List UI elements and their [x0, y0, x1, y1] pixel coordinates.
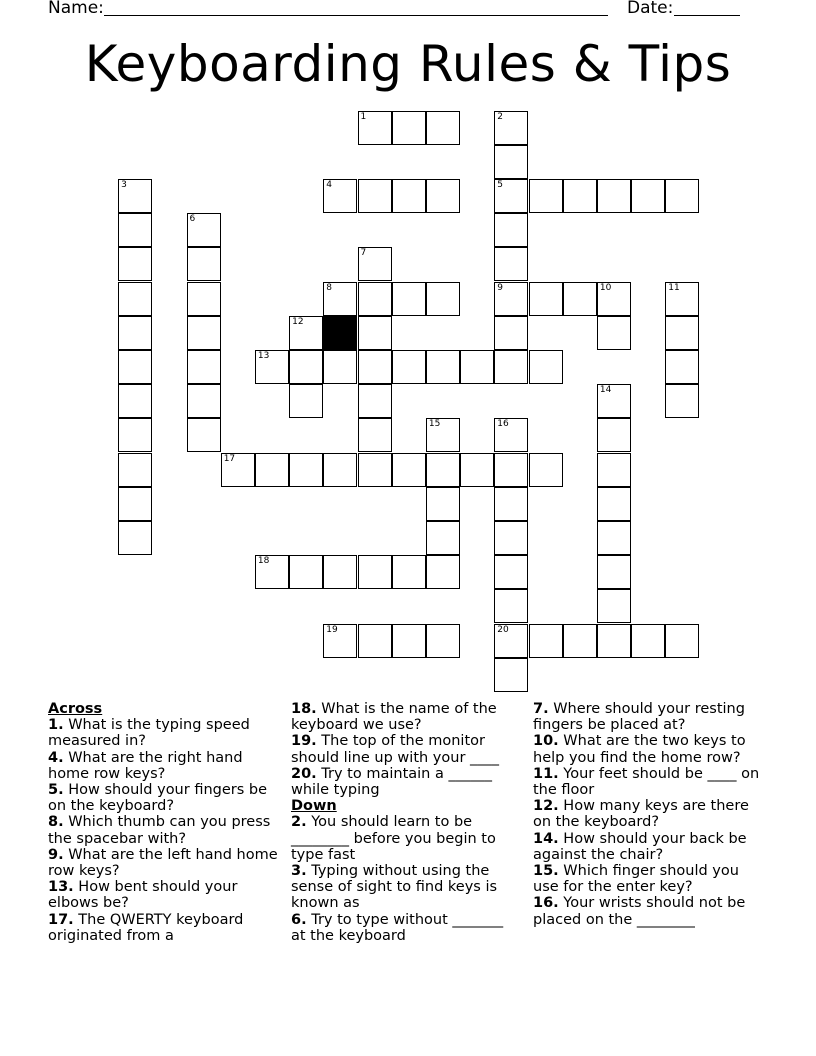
clue-item — [48, 782, 280, 814]
clue-number-label: 2. — [291, 814, 307, 831]
clue-item — [291, 912, 521, 944]
grid-cell[interactable] — [494, 350, 528, 384]
grid-cell[interactable] — [597, 282, 631, 316]
date-label: Date: — [627, 0, 679, 18]
grid-cell[interactable] — [494, 213, 528, 247]
clue-number-label: 20. — [291, 765, 317, 782]
grid-cell[interactable] — [426, 555, 460, 589]
clue-number: 1 — [360, 111, 367, 122]
grid-cell[interactable] — [494, 145, 528, 179]
clue-item — [533, 831, 765, 863]
down-heading: Down — [291, 798, 337, 815]
clue-text: How should your back be against the chair? — [533, 830, 747, 863]
grid-cell[interactable] — [563, 179, 597, 213]
clue-number-label: 16. — [533, 895, 559, 912]
clue-number-label: 9. — [48, 846, 64, 863]
grid-cell[interactable] — [529, 282, 563, 316]
grid-cell[interactable] — [289, 555, 323, 589]
clue-number: 7 — [360, 248, 367, 259]
clue-item — [533, 863, 765, 895]
grid-cell[interactable] — [118, 247, 152, 281]
clue-text: Try to maintain a ______ while typing — [291, 765, 492, 799]
grid-cell[interactable] — [118, 418, 152, 452]
grid-cell[interactable] — [187, 247, 221, 281]
grid-cell[interactable] — [426, 282, 460, 316]
clue-number-label: 12. — [533, 798, 559, 815]
grid-cell[interactable] — [529, 453, 563, 487]
clue-item — [291, 766, 521, 798]
clue-number: 20 — [497, 624, 509, 635]
clue-number-label: 14. — [533, 830, 559, 847]
grid-cell[interactable] — [118, 521, 152, 555]
clue-text: How many keys are there on the keyboard? — [533, 798, 749, 831]
clue-number: 17 — [223, 453, 236, 464]
clue-number-label: 10. — [533, 733, 559, 750]
grid-cell[interactable] — [187, 282, 221, 316]
clue-number-label: 6. — [291, 911, 307, 928]
grid-cell[interactable] — [597, 418, 631, 452]
clue-number-label: 7. — [533, 701, 549, 717]
grid-cell[interactable] — [118, 487, 152, 521]
clue-number-label: 4. — [48, 749, 64, 766]
clue-number: 13 — [257, 351, 270, 361]
grid-cell[interactable] — [665, 350, 699, 384]
page-title: Keyboarding Rules & Tips — [84, 35, 732, 93]
clue-number: 9 — [497, 282, 504, 293]
grid-cell[interactable] — [665, 384, 699, 418]
grid-cell[interactable] — [392, 555, 426, 589]
clue-number: 16 — [497, 419, 509, 430]
clue-text: You should learn to be ________ before you begin to type fast — [291, 814, 496, 863]
grid-cell[interactable] — [631, 179, 665, 213]
grid-cell[interactable] — [392, 282, 426, 316]
grid-cell[interactable] — [665, 624, 699, 658]
grid-cell[interactable] — [426, 350, 460, 384]
clue-text: What is the name of the keyboard we use? — [291, 701, 497, 734]
grid-cell[interactable] — [358, 247, 392, 281]
clue-text: Your wrists should not be placed on the ________ — [533, 895, 746, 928]
clue-number: 14 — [599, 385, 612, 396]
grid-cell[interactable] — [563, 282, 597, 316]
grid-cell[interactable] — [392, 453, 426, 487]
grid-cell[interactable] — [118, 384, 152, 418]
grid-cell[interactable] — [118, 213, 152, 247]
clue-text: Typing without using the sense of sight to find keys is known as — [291, 863, 498, 912]
grid-cell[interactable] — [631, 624, 665, 658]
name-label: Name: — [48, 0, 110, 18]
grid-cell[interactable] — [597, 521, 631, 555]
clue-number: 18 — [257, 556, 270, 567]
grid-cell[interactable] — [323, 453, 357, 487]
clue-text: Try to type without _______ at the keyboard — [291, 911, 504, 944]
clue-number-label: 15. — [533, 863, 559, 880]
clue-text: Which thumb can you press the spacebar with? — [48, 814, 271, 847]
grid-cell[interactable] — [494, 111, 528, 145]
clue-number: 3 — [121, 180, 127, 190]
grid-cell[interactable] — [392, 350, 426, 384]
clue-number: 10 — [599, 282, 612, 293]
grid-cell[interactable] — [597, 384, 631, 418]
clue-item — [533, 766, 765, 798]
grid-cell[interactable] — [358, 111, 392, 145]
grid-cell[interactable] — [529, 179, 563, 213]
clue-number-label: 1. — [48, 717, 64, 734]
clue-text: The top of the monitor should line up with your ____ — [291, 733, 500, 766]
clue-item — [291, 863, 521, 912]
grid-cell[interactable] — [323, 282, 357, 316]
grid-cell[interactable] — [494, 555, 528, 589]
clue-number-label: 11. — [533, 765, 559, 782]
grid-cell[interactable] — [426, 418, 460, 452]
clue-text: Your feet should be ____ on the floor — [533, 765, 760, 799]
grid-cell[interactable] — [529, 350, 563, 384]
across-clue-list — [48, 717, 280, 944]
clue-text: What is the typing speed measured in? — [48, 717, 250, 750]
clue-number: 11 — [668, 282, 680, 293]
grid-cell[interactable] — [597, 179, 631, 213]
grid-cell[interactable] — [426, 624, 460, 658]
grid-cell[interactable] — [529, 624, 563, 658]
grid-cell[interactable] — [289, 316, 323, 350]
clue-number-label: 17. — [48, 911, 74, 928]
clue-column-1 — [48, 701, 280, 944]
grid-cell[interactable] — [494, 521, 528, 555]
grid-cell[interactable] — [358, 316, 392, 350]
clue-number-label: 19. — [291, 733, 317, 750]
grid-cell[interactable] — [187, 350, 221, 384]
grid-cell[interactable] — [118, 316, 152, 350]
grid-cell[interactable] — [255, 555, 289, 589]
clue-item — [48, 912, 280, 944]
clue-item — [48, 847, 280, 879]
clue-item — [291, 701, 521, 733]
clue-item — [291, 814, 521, 863]
clue-number-label: 13. — [48, 879, 74, 896]
across-clue-list-continued — [291, 701, 521, 798]
grid-cell[interactable] — [358, 350, 392, 384]
grid-cell[interactable] — [289, 384, 323, 418]
grid-cell[interactable] — [494, 658, 528, 692]
grid-cell[interactable] — [460, 453, 494, 487]
clue-item — [291, 733, 521, 765]
clue-number-label: 18. — [291, 701, 317, 717]
grid-cell[interactable] — [494, 453, 528, 487]
grid-cell[interactable] — [392, 624, 426, 658]
grid-cell[interactable] — [323, 624, 357, 658]
grid-cell[interactable] — [255, 350, 289, 384]
grid-cell[interactable] — [187, 384, 221, 418]
grid-cell[interactable] — [392, 179, 426, 213]
clue-item — [533, 895, 765, 927]
grid-cell[interactable] — [187, 213, 221, 247]
clue-number: 5 — [497, 180, 504, 190]
grid-cell[interactable] — [426, 521, 460, 555]
grid-cell[interactable] — [597, 589, 631, 623]
clue-column-2 — [291, 701, 521, 944]
grid-cell[interactable] — [118, 350, 152, 384]
clue-text: Which finger should you use for the enter key? — [533, 863, 739, 896]
grid-cell[interactable] — [255, 453, 289, 487]
clue-number: 2 — [497, 111, 504, 122]
grid-cell[interactable] — [221, 453, 255, 487]
down-clue-list — [291, 814, 521, 944]
grid-cell[interactable] — [494, 316, 528, 350]
grid-cell[interactable] — [597, 487, 631, 521]
clue-column-3 — [533, 701, 765, 928]
grid-cell[interactable] — [426, 487, 460, 521]
blocked-cell — [323, 316, 357, 350]
clue-number-label: 5. — [48, 782, 64, 799]
grid-cell[interactable] — [597, 555, 631, 589]
clue-item — [48, 717, 280, 749]
grid-cell[interactable] — [118, 282, 152, 316]
grid-cell[interactable] — [358, 384, 392, 418]
clue-text: Where should your resting fingers be placed at? — [533, 701, 745, 734]
grid-cell[interactable] — [358, 179, 392, 213]
grid-cell[interactable] — [323, 350, 357, 384]
clue-item — [48, 879, 280, 911]
clue-item — [533, 701, 765, 733]
grid-cell[interactable] — [597, 624, 631, 658]
clue-text: What are the two keys to help you find the home row? — [533, 733, 746, 766]
clue-item — [533, 733, 765, 765]
grid-cell[interactable] — [494, 624, 528, 658]
clue-item — [48, 750, 280, 782]
clue-item — [533, 798, 765, 830]
grid-cell[interactable] — [392, 111, 426, 145]
clue-text: What are the left hand home row keys? — [48, 846, 278, 880]
grid-cell[interactable] — [665, 316, 699, 350]
clue-number: 12 — [292, 316, 304, 327]
grid-cell[interactable] — [289, 350, 323, 384]
grid-cell[interactable] — [358, 624, 392, 658]
clue-number: 4 — [326, 180, 333, 190]
clue-number-label: 8. — [48, 814, 64, 831]
grid-cell[interactable] — [358, 555, 392, 589]
grid-cell[interactable] — [323, 179, 357, 213]
grid-cell[interactable] — [187, 316, 221, 350]
grid-cell[interactable] — [118, 179, 152, 213]
grid-cell[interactable] — [426, 111, 460, 145]
grid-cell[interactable] — [494, 282, 528, 316]
grid-cell[interactable] — [426, 453, 460, 487]
grid-cell[interactable] — [358, 453, 392, 487]
clue-number: 15 — [428, 419, 441, 430]
grid-cell[interactable] — [665, 179, 699, 213]
clue-number-label: 3. — [291, 863, 307, 880]
clue-number: 8 — [326, 282, 333, 293]
grid-cell[interactable] — [494, 589, 528, 623]
grid-cell[interactable] — [358, 418, 392, 452]
grid-cell[interactable] — [426, 179, 460, 213]
clue-number: 19 — [326, 624, 338, 635]
down-clue-list-continued — [533, 701, 765, 928]
grid-cell[interactable] — [494, 179, 528, 213]
clue-text: How bent should your elbows be? — [48, 879, 238, 912]
clue-text: How should your fingers be on the keyboard? — [48, 782, 268, 815]
grid-cell[interactable] — [358, 282, 392, 316]
across-heading: Across — [48, 701, 103, 717]
grid-cell[interactable] — [460, 350, 494, 384]
grid-cell[interactable] — [323, 555, 357, 589]
clue-text: The QWERTY keyboard originated from a — [48, 911, 244, 944]
grid-cell[interactable] — [494, 418, 528, 452]
grid-cell[interactable] — [187, 418, 221, 452]
grid-cell[interactable] — [597, 453, 631, 487]
clue-text: What are the right hand home row keys? — [48, 749, 243, 782]
grid-cell[interactable] — [118, 453, 152, 487]
grid-cell[interactable] — [563, 624, 597, 658]
clue-number: 6 — [189, 214, 196, 225]
grid-cell[interactable] — [597, 316, 631, 350]
clue-item — [48, 814, 280, 846]
grid-cell[interactable] — [289, 453, 323, 487]
grid-cell[interactable] — [494, 487, 528, 521]
grid-cell[interactable] — [665, 282, 699, 316]
grid-cell[interactable] — [494, 247, 528, 281]
